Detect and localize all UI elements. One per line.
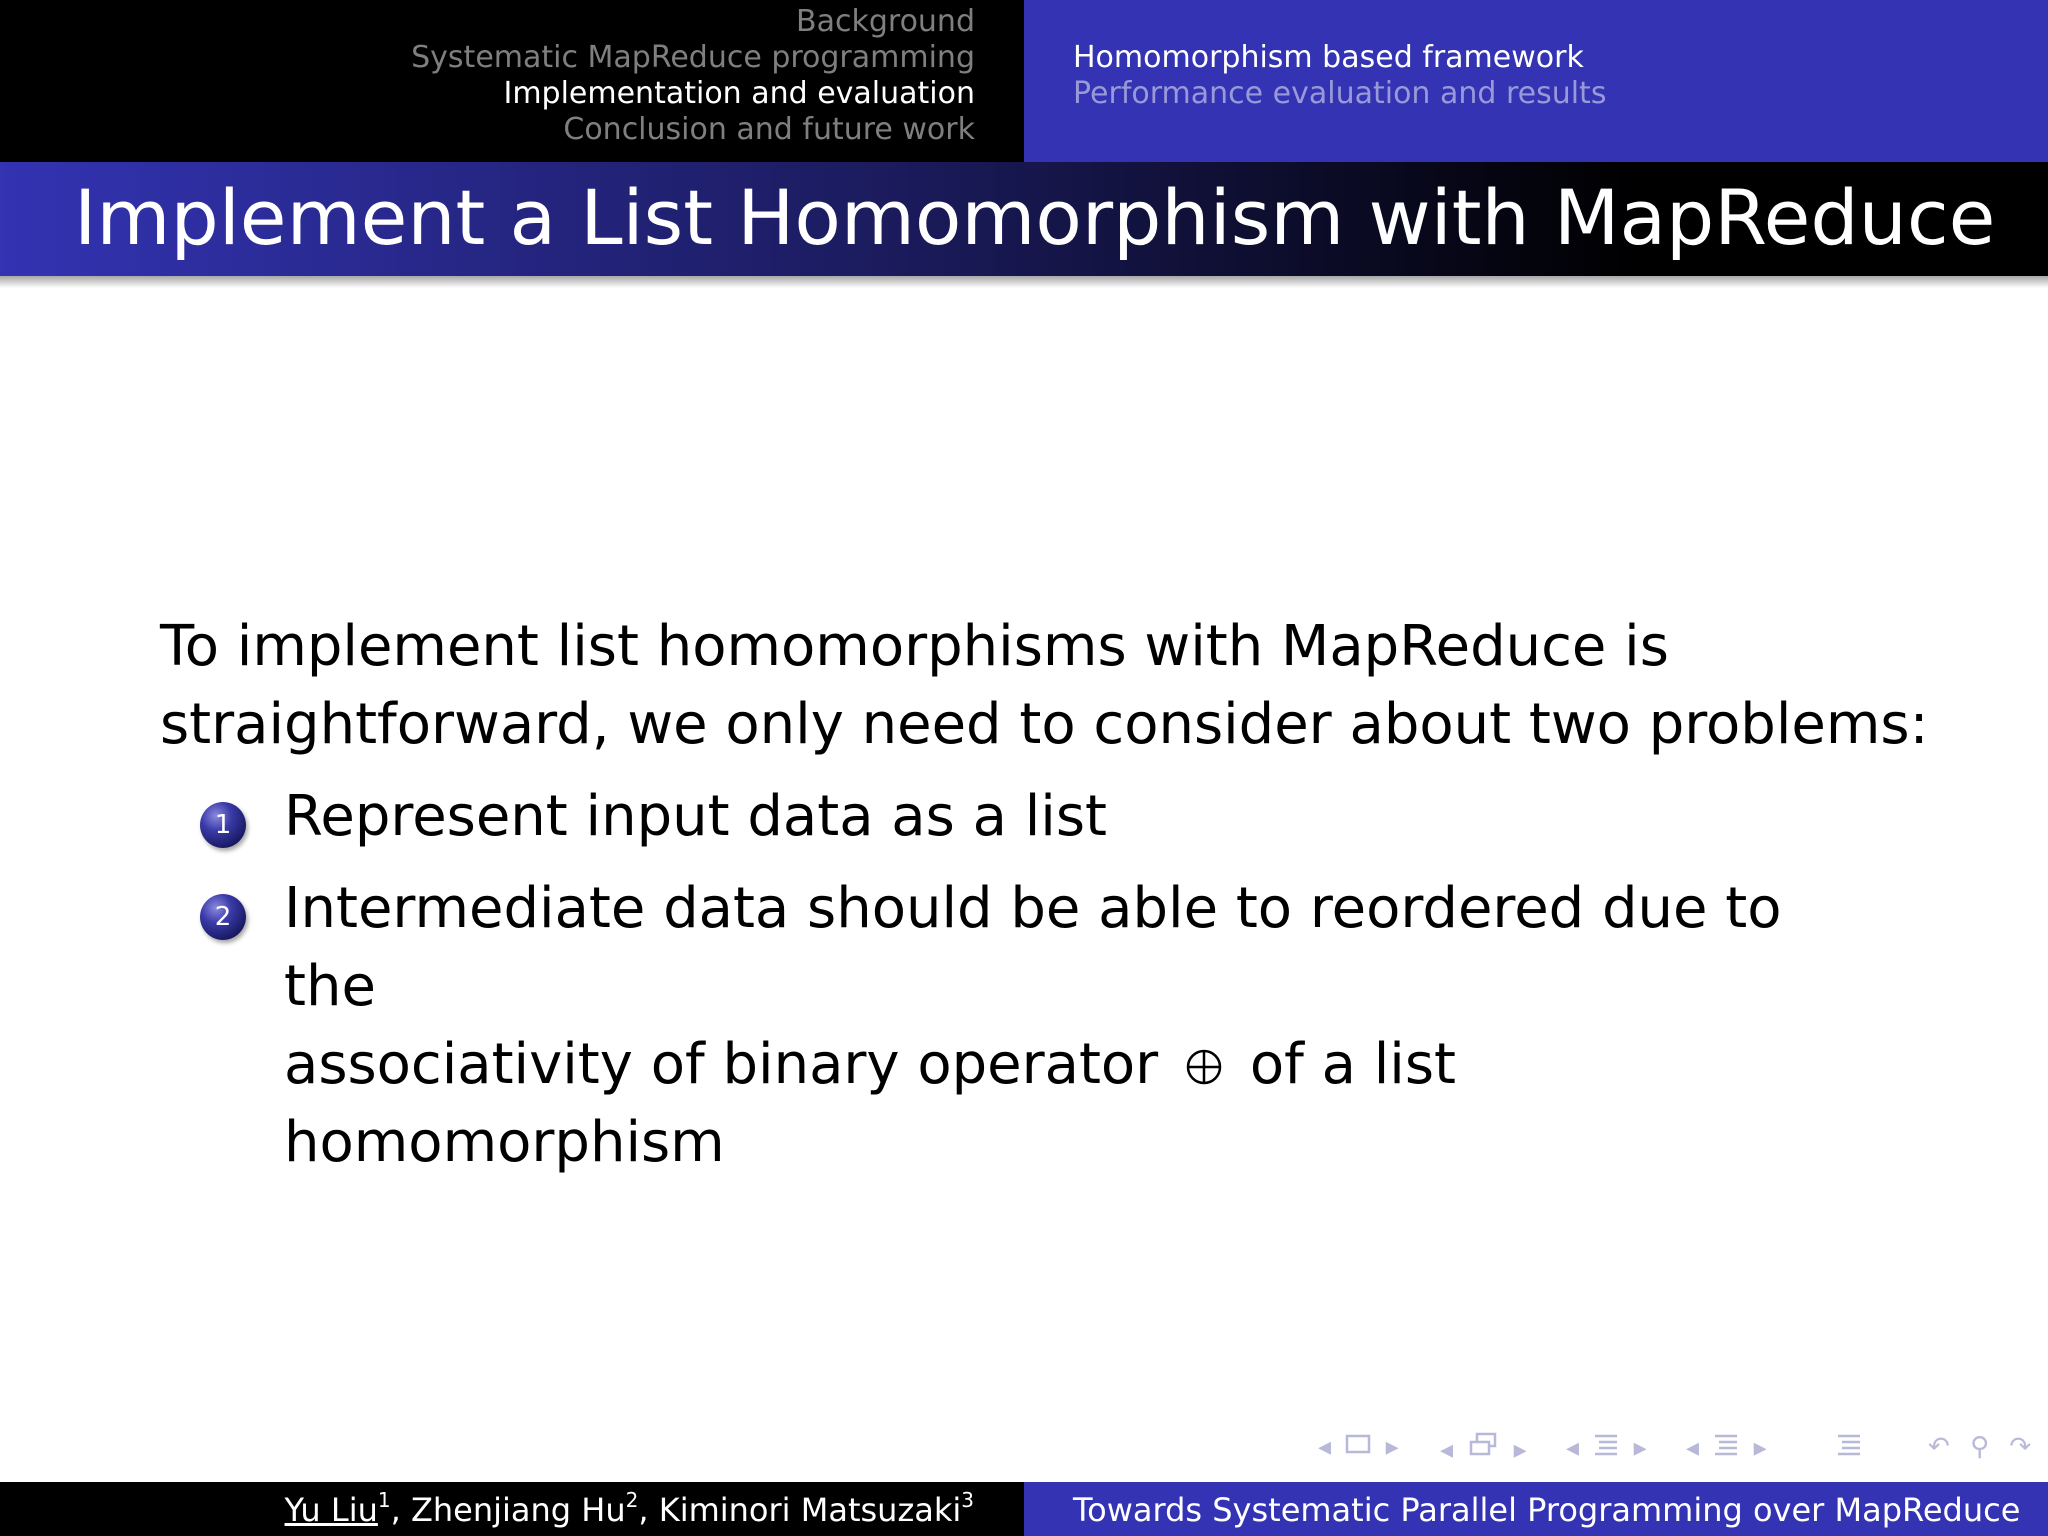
author-affiliation-2: 2 [625, 1488, 639, 1512]
nav-prev-section-arrow[interactable]: ◂ [1566, 1433, 1580, 1463]
nav-subsection-homomorphism-framework[interactable]: Homomorphism based framework [1073, 40, 1584, 75]
author-affiliation-3: 3 [961, 1488, 974, 1512]
author-separator: , [390, 1491, 401, 1529]
oplus-symbol-icon [1184, 1047, 1224, 1087]
nav-next-section-arrow[interactable]: ▸ [1633, 1433, 1647, 1463]
footer-title-panel [1024, 1482, 2048, 1536]
redo-icon[interactable]: ↷ [2009, 1432, 2032, 1462]
nav-section-conclusion[interactable]: Conclusion and future work [563, 112, 975, 147]
nav-next-presentation-arrow[interactable]: ▸ [1753, 1433, 1767, 1463]
nav-section-systematic-mapreduce[interactable]: Systematic MapReduce programming [411, 40, 975, 75]
subsection-icon[interactable] [1467, 1432, 1499, 1458]
appendix-icon[interactable] [1836, 1432, 1862, 1456]
author-affiliation-1: 1 [377, 1488, 391, 1512]
item-2-line-1: Intermediate data should be able to reordered due to the [284, 876, 1782, 1019]
item-text-1: Represent input data as a list [284, 784, 1107, 849]
header-sections-panel [0, 0, 1024, 162]
nav-section-background[interactable]: Background [796, 4, 975, 39]
nav-prev-frame-arrow[interactable]: ◂ [1318, 1432, 1332, 1462]
item-number-ball-1: 1 [200, 802, 246, 848]
author-name-1: Yu Liu [284, 1491, 378, 1529]
item-2-line-2-after: of a list homomorphism [284, 1032, 1456, 1175]
undo-icon[interactable]: ↶ [1928, 1432, 1950, 1462]
nav-section-implementation[interactable]: Implementation and evaluation [503, 76, 975, 111]
frame-icon[interactable] [1345, 1433, 1371, 1455]
nav-next-frame-arrow[interactable]: ▸ [1385, 1432, 1399, 1462]
title-bar-shadow [0, 276, 2048, 288]
presentation-icon[interactable] [1713, 1432, 1739, 1456]
item-text-2 [284, 870, 1884, 1182]
nav-section-group [1560, 1432, 1653, 1468]
header-subsections-panel [1024, 0, 2048, 162]
intro-paragraph [160, 608, 1960, 764]
item-2-line-2 [284, 1026, 1884, 1182]
nav-prev-subsection-arrow[interactable]: ◂ [1440, 1435, 1454, 1465]
nav-appendix-group [1836, 1432, 1862, 1468]
item-number-ball-2: 2 [200, 894, 246, 940]
nav-prev-presentation-arrow[interactable]: ◂ [1686, 1433, 1700, 1463]
nav-frame-group [1312, 1432, 1405, 1468]
nav-subsection-group [1434, 1432, 1533, 1468]
author-name-3: Kiminori Matsuzaki [658, 1491, 962, 1529]
footer-authors-panel [0, 1482, 1024, 1536]
section-icon[interactable] [1593, 1432, 1619, 1456]
author-name-2: Zhenjiang Hu [410, 1491, 626, 1529]
footer-talk-title: Towards Systematic Parallel Programming over MapReduce [1073, 1491, 2021, 1529]
intro-line-1: To implement list homomorphisms with MapReduce is [160, 614, 1669, 679]
nav-search-group [1922, 1432, 2037, 1468]
item-2-line-2-before: associativity of binary operator [284, 1032, 1159, 1097]
search-icon[interactable]: ⚲ [1970, 1432, 1990, 1462]
footer-authors [285, 1488, 974, 1532]
nav-next-subsection-arrow[interactable]: ▸ [1513, 1435, 1527, 1465]
intro-line-2: straightforward, we only need to consider about two problems: [160, 692, 1929, 757]
slide-title: Implement a List Homomorphism with MapReduce [74, 173, 1996, 262]
nav-presentation-group [1680, 1432, 1773, 1468]
slide-title-bar [0, 162, 2048, 276]
author-separator: , [638, 1491, 649, 1529]
nav-subsection-performance-evaluation[interactable]: Performance evaluation and results [1073, 76, 1607, 111]
